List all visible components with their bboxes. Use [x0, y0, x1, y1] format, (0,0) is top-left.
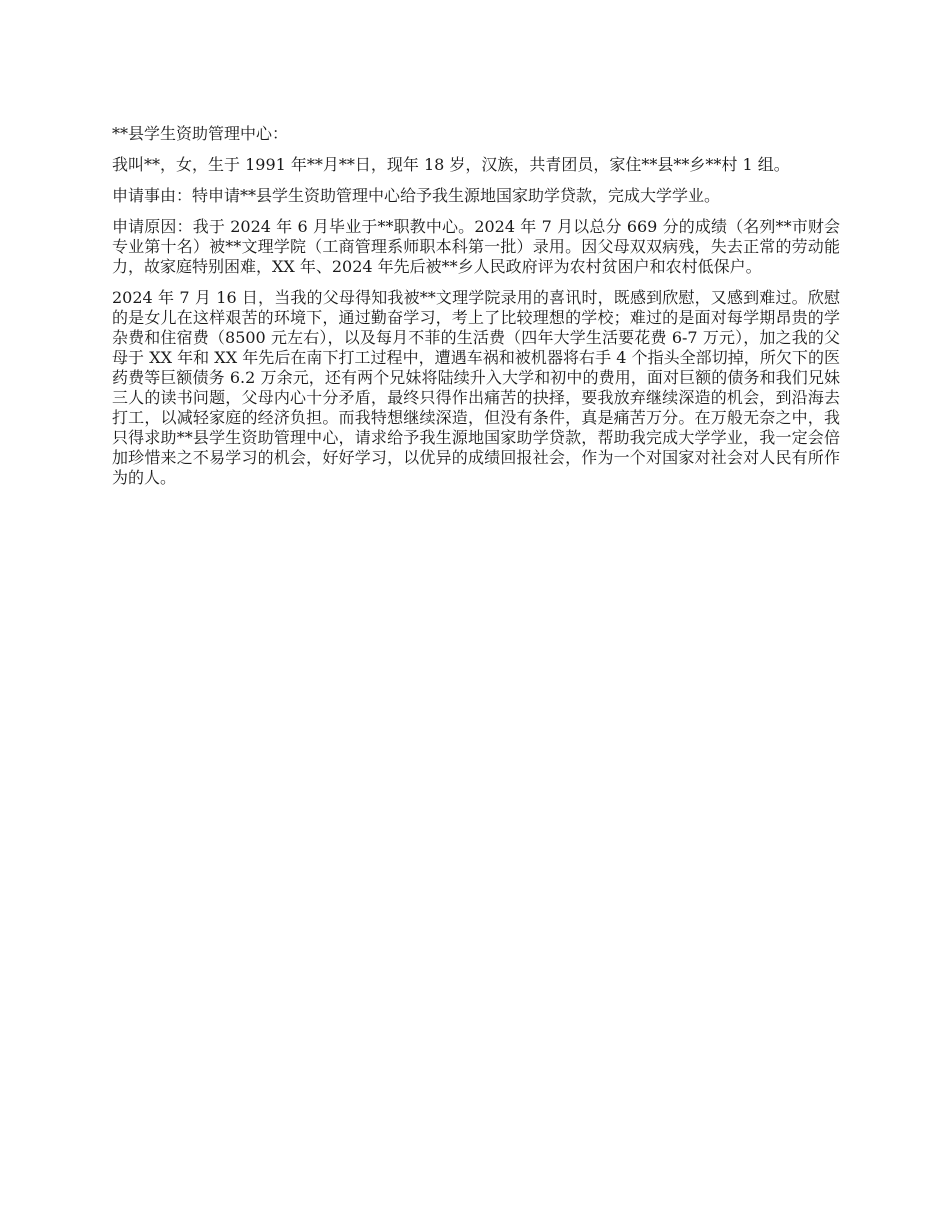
paragraph-application-cause: 申请原因：我于 2024 年 6 月毕业于**职教中心。2024 年 7 月以总分 669 分的成绩（名列**市财会专业第十名）被**文理学院（工商管理系师职本科第一批）录用。因父母双双病残，失去正常的劳动能力，故家庭特别困难，XX 年、2024 年先后被**乡人民政府评为农村贫困户和农村低保户。 [112, 217, 840, 276]
paragraph-family-situation: 2024 年 7 月 16 日，当我的父母得知我被**文理学院录用的喜讯时，既感到欣慰，又感到难过。欣慰的是女儿在这样艰苦的环境下，通过勤奋学习，考上了比较理想的学校；难过的是面对每学期昂贵的学杂费和住宿费（8500 元左右），以及每月不菲的生活费（四年大学生活要花费 6-7 万元），加之我的父母于 XX 年和 XX 年先后在南下打工过程中，遭遇车祸和被机器将右手 4 个指头全部切掉，所欠下的医药费等巨额债务 6.2 万余元，还有两个兄妹将陆续升入大学和初中的费用，面对巨额的债务和我们兄妹三人的读书问题，父母内心十分矛盾，最终只得作出痛苦的抉择，要我放弃继续深造的机会，到沿海去打工，以减轻家庭的经济负担。而我特想继续深造，但没有条件，真是痛苦万分。在万般无奈之中，我只得求助**县学生资助管理中心，请求给予我生源地国家助学贷款，帮助我完成大学学业，我一定会倍加珍惜来之不易学习的机会，好好学习，以优异的成绩回报社会，作为一个对国家对社会对人民有所作为的人。 [112, 288, 840, 487]
paragraph-personal-info: 我叫**，女，生于 1991 年**月**日，现年 18 岁，汉族，共青团员，家住**县**乡**村 1 组。 [112, 155, 790, 174]
paragraph-request-reason: 申请事由：特申请**县学生资助管理中心给予我生源地国家助学贷款，完成大学学业。 [112, 186, 721, 205]
salutation: **县学生资助管理中心： [112, 124, 289, 143]
document-body [112, 124, 840, 499]
